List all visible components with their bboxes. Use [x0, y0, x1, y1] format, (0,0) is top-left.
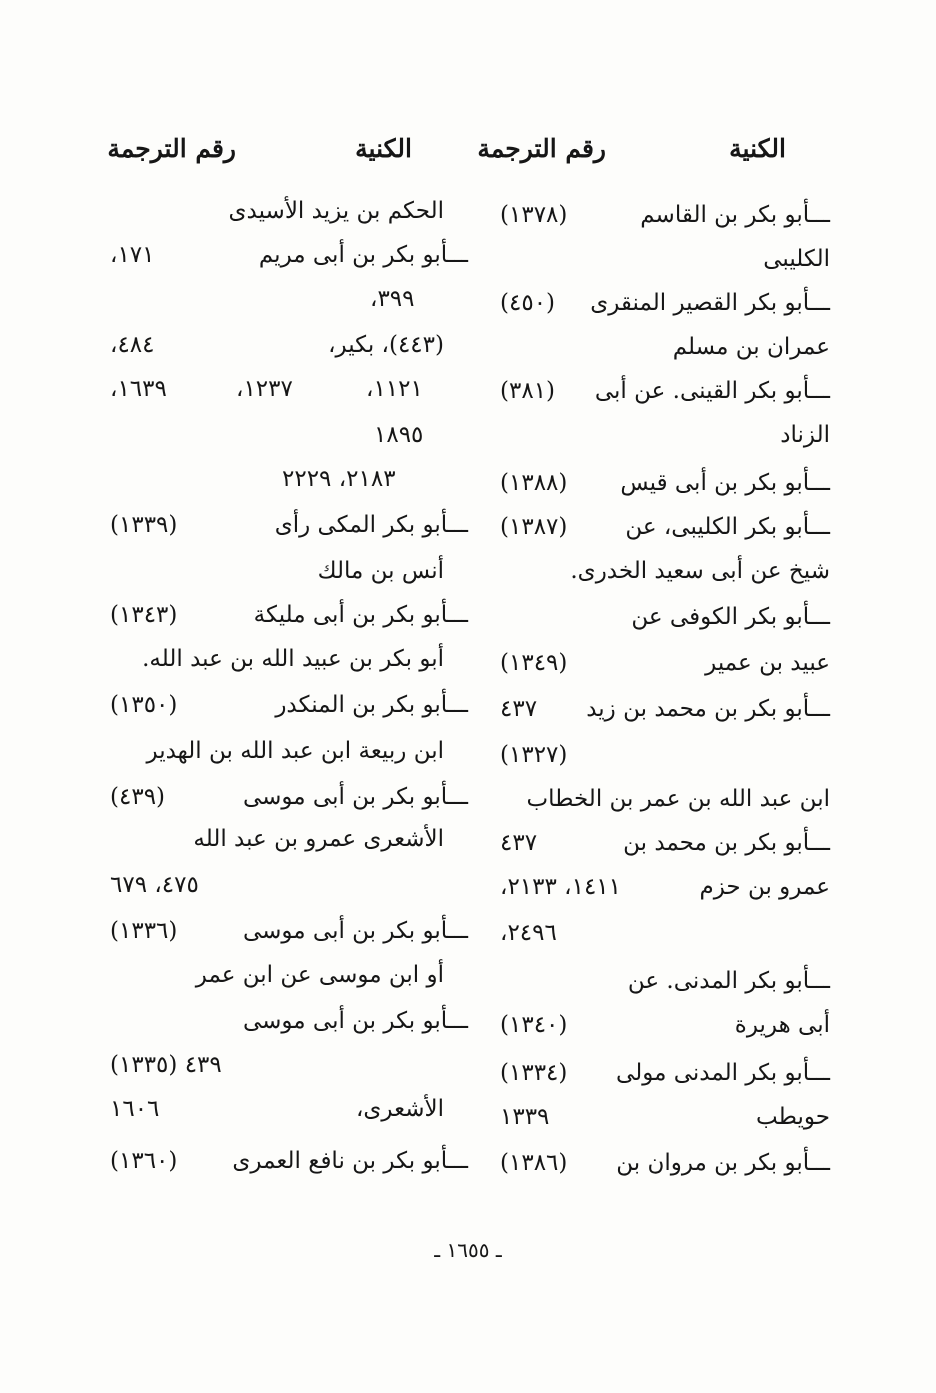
- entry-number: (١٣٣٩): [110, 512, 178, 538]
- entry-name: ـــأبو بكر بن محمد بن: [623, 830, 830, 856]
- entry-number: ٤٨٤،: [110, 332, 155, 358]
- entry-name: أو ابن موسى عن ابن عمر: [195, 962, 444, 988]
- entry-name: ـــأبو بكر بن محمد بن زيد: [586, 696, 830, 722]
- page-number: ـ ١٦٥٥ ـ: [434, 1238, 502, 1262]
- entry-name: ـــأبو بكر بن المنكدر: [275, 692, 468, 718]
- entry-name: أبى هريرة: [734, 1012, 830, 1038]
- header-number-left: رقم الترجمة: [107, 134, 236, 163]
- entry-name: عمران بن مسلم: [672, 334, 830, 360]
- entry-name: الحكم بن يزيد الأسيدى: [228, 198, 444, 224]
- entry-number: (١٣٣٤): [500, 1060, 568, 1086]
- entry-number: ٣٩٩،: [370, 286, 415, 312]
- header-number-right: رقم الترجمة: [477, 134, 606, 163]
- entry-name: الزناد: [780, 422, 830, 448]
- entry-number: ١٧١،: [110, 242, 155, 268]
- entry-name: أبو بكر بن عبيد الله بن عبد الله.: [142, 646, 444, 672]
- entry-name: عبيد بن عمير: [705, 650, 830, 676]
- entry-name: ـــأبو بكر الكليبى، عن: [625, 514, 830, 540]
- entry-number: ١١٢١،: [366, 376, 423, 402]
- entry-number: ١٢٣٧،: [236, 376, 293, 402]
- entry-number: (١٣٢٧): [500, 742, 568, 768]
- entry-number: ١٦٠٦: [110, 1096, 160, 1122]
- entry-number: (١٣٨٨): [500, 470, 568, 496]
- header-kunya-left: الكنية: [355, 134, 412, 163]
- entry-name: الأشعرى عمرو بن عبد الله: [193, 826, 444, 852]
- entry-number: ١٤١١، ٢١٣٣،: [500, 874, 622, 900]
- entry-name: أنس بن مالك: [317, 558, 444, 584]
- entry-number: (٣٨١): [500, 378, 556, 404]
- entry-number: (١٣٥٠): [110, 692, 178, 718]
- entry-name: شيخ عن أبى سعيد الخدرى.: [570, 558, 830, 584]
- entry-name: حويطب: [756, 1104, 830, 1130]
- entry-number: (٤٣٩): [110, 784, 166, 810]
- entry-name: ـــأبو بكر بن أبى مريم: [258, 242, 468, 268]
- entry-number: (١٣٦٠): [110, 1148, 178, 1174]
- entry-number: ١٣٣٩: [500, 1104, 550, 1130]
- entry-name: ـــأبو بكر المدنى. عن: [627, 968, 830, 994]
- entry-name: ـــأبو بكر المكى رأى: [274, 512, 468, 538]
- entry-number: ١٨٩٥: [374, 422, 424, 448]
- entry-number: (١٣٨٧): [500, 514, 568, 540]
- entry-number: ٤٣٩ (١٣٣٥): [110, 1052, 222, 1078]
- entry-number: ٢٤٩٦،: [500, 920, 557, 946]
- entry-number: ٤٣٧: [500, 696, 538, 722]
- entry-number: (٤٥٠): [500, 290, 556, 316]
- entry-name: الأشعرى،: [356, 1096, 444, 1122]
- entry-name: عمرو بن حزم: [699, 874, 830, 900]
- entry-number: ٤٣٧: [500, 830, 538, 856]
- entry-name: ابن عبد الله بن عمر بن الخطاب: [526, 786, 830, 812]
- entry-name: ـــأبو بكر الكوفى عن: [631, 604, 830, 630]
- entry-name: ـــأبو بكر المدنى مولى: [616, 1060, 830, 1086]
- entry-number: (١٣٤٣): [110, 602, 178, 628]
- entry-number: (١٣٨٦): [500, 1150, 568, 1176]
- entry-number: ١٦٣٩،: [110, 376, 167, 402]
- entry-name: ـــأبو بكر بن أبى مليكة: [253, 602, 468, 628]
- entry-name: الكليبى: [763, 246, 830, 272]
- entry-name: (٤٤٣)، بكير،: [328, 332, 444, 358]
- entry-number: ٢١٨٣، ٢٢٢٩: [282, 466, 396, 492]
- entry-name: ـــأبو بكر بن أبى موسى: [242, 918, 468, 944]
- entry-name: ـــأبو بكر بن أبى قيس: [620, 470, 830, 496]
- entry-number: (١٣٤٩): [500, 650, 568, 676]
- entry-number: (١٣٧٨): [500, 202, 568, 228]
- entry-name: ـــأبو بكر بن نافع العمرى: [232, 1148, 468, 1174]
- header-kunya-right: الكنية: [729, 134, 786, 163]
- entry-name: ـــأبو بكر بن أبى موسى: [242, 784, 468, 810]
- entry-name: ـــأبو بكر القينى. عن أبى: [594, 378, 830, 404]
- entry-name: ـــأبو بكر القصير المنقرى: [590, 290, 830, 316]
- entry-name: ـــأبو بكر بن مروان بن: [616, 1150, 830, 1176]
- entry-name: ـــأبو بكر بن القاسم: [640, 202, 830, 228]
- entry-number: (١٣٤٠): [500, 1012, 568, 1038]
- entry-name: ابن ربيعة ابن عبد الله بن الهدير: [146, 738, 444, 764]
- entry-number: (١٣٣٦): [110, 918, 178, 944]
- entry-name: ـــأبو بكر بن أبى موسى: [242, 1008, 468, 1034]
- entry-number: ٤٧٥، ٦٧٩: [110, 872, 199, 898]
